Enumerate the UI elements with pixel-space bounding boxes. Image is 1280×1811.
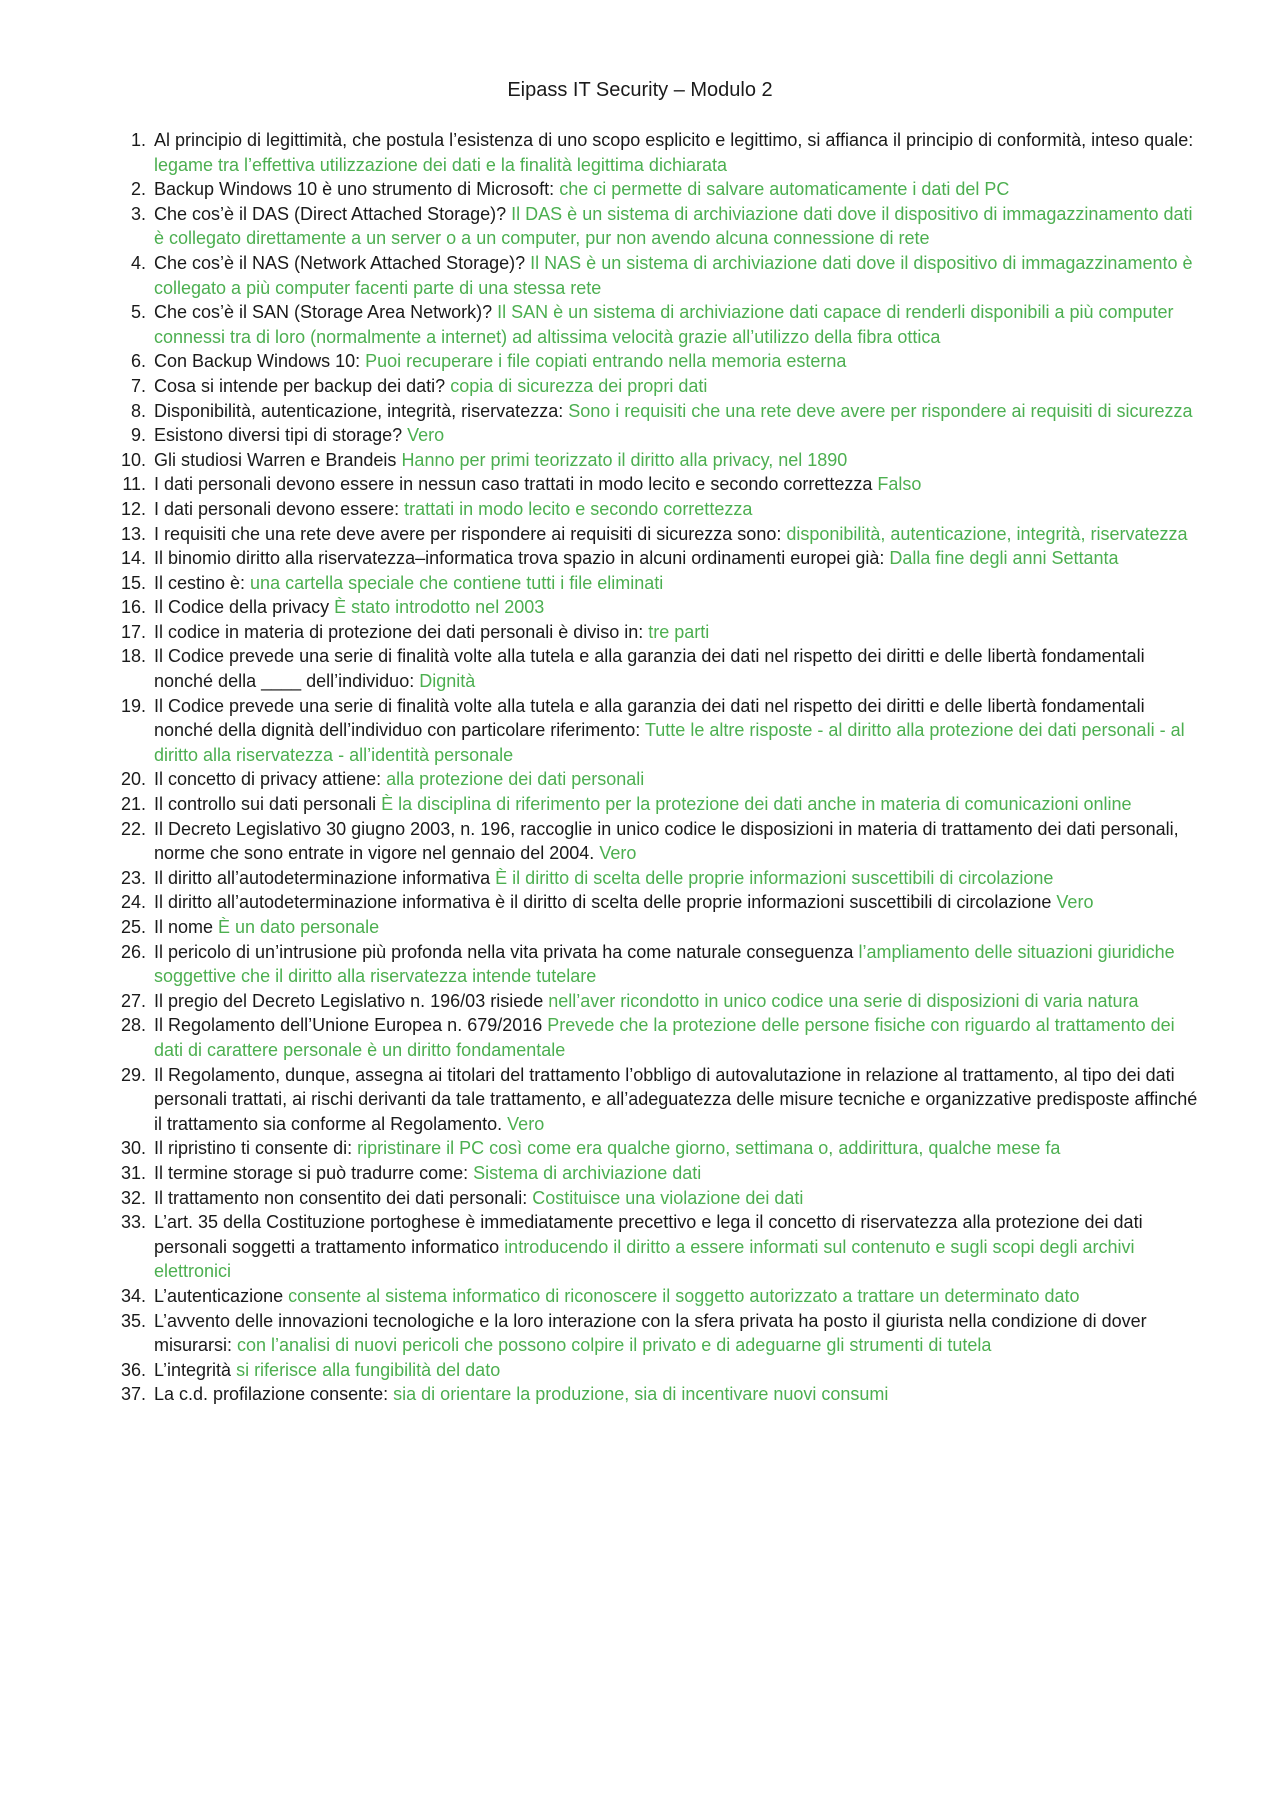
question-text: Il concetto di privacy attiene:	[154, 769, 387, 790]
item-number: 12.	[120, 498, 146, 519]
list-item	[120, 644, 1204, 693]
item-number: 3.	[130, 203, 146, 224]
item-number: 9.	[130, 425, 146, 446]
answer-text: Dalla fine degli anni Settanta	[889, 548, 1119, 569]
answer-text: È la disciplina di riferimento per la protezione dei dati anche in materia di comunicazioni online	[381, 794, 1132, 815]
answer-text: Il DAS è un sistema di archiviazione dati dove il dispositivo di immagazzinamento dati è collegato direttamente a un server o a un computer, pur non avendo alcuna connessione di rete	[154, 203, 1193, 249]
answer-text: Tutte le altre risposte - al diritto alla protezione dei dati personali - al diritto alla riservatezza - all’identità personale	[154, 720, 1185, 765]
list-item	[120, 1013, 1204, 1062]
question-text: L’avvento delle innovazioni tecnologiche e la loro interazione con la sfera privata ha posto il giurista nella condizione di dover misurarsi:	[154, 1310, 1147, 1356]
item-number: 24.	[120, 892, 146, 913]
list-item	[120, 571, 1204, 596]
answer-text: l’ampliamento delle situazioni giuridiche soggettive che il diritto alla riservatezza intende tutelare	[154, 941, 1175, 987]
answer-text: una cartella speciale che contiene tutti i file eliminati	[250, 572, 664, 593]
answer-text: Vero	[507, 1113, 545, 1134]
answer-text: con l’analisi di nuovi pericoli che possono colpire il privato e di adeguarne gli strumenti di tutela	[237, 1335, 992, 1356]
question-text: La c.d. profilazione consente:	[154, 1384, 394, 1405]
answer-text: si riferisce alla fungibilità del dato	[236, 1359, 501, 1380]
list-item	[120, 1063, 1204, 1137]
answer-text: nell’aver ricondotto in unico codice una serie di disposizioni di varia natura	[548, 990, 1139, 1011]
list-item	[130, 349, 1204, 374]
item-number: 13.	[120, 523, 146, 544]
page-title: Eipass IT Security – Modulo 2	[507, 79, 773, 101]
list-item	[130, 177, 1204, 202]
list-item	[130, 128, 1204, 177]
item-number: 18.	[120, 646, 146, 667]
item-number: 35.	[120, 1310, 146, 1331]
question-text: Il ripristino ti consente di:	[154, 1138, 358, 1159]
question-text: Il Codice prevede una serie di finalità volte alla tutela e alla garanzia dei dati nel rispetto dei diritti e delle libertà fondamentali nonché della ____ dell’individuo:	[154, 646, 1145, 692]
list-item	[120, 1186, 1204, 1211]
list-item	[120, 767, 1204, 792]
item-number: 25.	[120, 917, 146, 937]
answer-text: Falso	[877, 474, 922, 495]
answer-text: Sistema di archiviazione dati	[473, 1162, 702, 1183]
list-item	[120, 940, 1204, 989]
list-item	[120, 1358, 1204, 1383]
question-text: Il nome	[154, 917, 219, 937]
list-item	[120, 792, 1204, 817]
answer-text: legame tra l’effettiva utilizzazione dei dati e la finalità legittima dichiarata	[154, 154, 727, 175]
item-number: 2.	[130, 179, 146, 200]
answer-text: È il diritto di scelta delle proprie informazioni suscettibili di circolazione	[495, 867, 1054, 888]
item-number: 10.	[120, 449, 146, 470]
question-text: Cosa si intende per backup dei dati?	[154, 375, 451, 396]
answer-text: Vero	[599, 843, 637, 864]
item-number: 27.	[120, 990, 146, 1011]
answer-text: È un dato personale	[218, 917, 380, 937]
list-item	[130, 399, 1204, 424]
list-item	[120, 448, 1204, 473]
answer-text: trattati in modo lecito e secondo correttezza	[404, 498, 753, 519]
list-item	[120, 546, 1204, 571]
list-item	[130, 251, 1204, 300]
item-number: 22.	[120, 818, 146, 839]
list-item	[120, 866, 1204, 891]
item-number: 37.	[120, 1384, 146, 1405]
item-number: 6.	[130, 351, 146, 372]
answer-text: È stato introdotto nel 2003	[334, 597, 545, 618]
item-number: 14.	[120, 548, 146, 569]
answer-text: Vero	[1056, 892, 1094, 913]
list-item	[120, 989, 1204, 1014]
item-number: 31.	[120, 1162, 146, 1183]
question-text: Il Codice prevede una serie di finalità volte alla tutela e alla garanzia dei dati nel rispetto dei diritti e delle libertà fondamentali nonché della dignità dell’individuo con particolare riferimento:	[154, 695, 1145, 741]
answer-text: sia di orientare la produzione, sia di incentivare nuovi consumi	[393, 1384, 889, 1405]
question-text: Gli studiosi Warren e Brandeis	[154, 449, 402, 470]
item-number: 32.	[120, 1187, 146, 1208]
question-text: Il diritto all’autodeterminazione informativa	[154, 867, 496, 888]
list-item	[122, 472, 1204, 497]
item-number: 7.	[130, 375, 146, 396]
answer-text: disponibilità, autenticazione, integrità, riservatezza	[786, 523, 1188, 544]
answer-text: che ci permette di salvare automaticamente i dati del PC	[559, 179, 1010, 200]
question-text: Il Regolamento dell’Unione Europea n. 679/2016	[154, 1015, 548, 1036]
item-number: 20.	[120, 769, 146, 790]
answer-text: Il NAS è un sistema di archiviazione dati dove il dispositivo di immagazzinamento è collegato a più computer facenti parte di una stessa rete	[154, 252, 1193, 298]
question-text: Il binomio diritto alla riservatezza–informatica trova spazio in alcuni ordinamenti europei già:	[154, 548, 890, 569]
answer-text: consente al sistema informatico di riconoscere il soggetto autorizzato a trattare un determinato dato	[288, 1285, 1080, 1306]
answer-text: tre parti	[648, 621, 710, 642]
question-text: Che cos’è il DAS (Direct Attached Storage)?	[154, 203, 512, 224]
list-item	[130, 423, 1204, 448]
question-text: Backup Windows 10 è uno strumento di Microsoft:	[154, 179, 560, 200]
item-number: 17.	[120, 621, 146, 642]
list-item	[120, 620, 1204, 645]
question-text: Che cos’è il NAS (Network Attached Storage)?	[154, 252, 531, 273]
item-number: 5.	[130, 302, 146, 323]
list-item	[120, 817, 1204, 866]
list-item	[130, 374, 1204, 399]
question-text: Il Codice della privacy	[154, 597, 335, 618]
answer-text: Costituisce una violazione dei dati	[532, 1187, 804, 1208]
item-number: 34.	[120, 1285, 146, 1306]
question-text: Il pregio del Decreto Legislativo n. 196/03 risiede	[154, 990, 549, 1011]
question-text: Il diritto all’autodeterminazione informativa è il diritto di scelta delle proprie informazioni suscettibili di circolazione	[154, 892, 1057, 913]
question-text: I dati personali devono essere in nessun caso trattati in modo lecito e secondo correttezza	[154, 474, 878, 495]
list-item	[130, 202, 1204, 251]
question-text: L’art. 35 della Costituzione portoghese è immediatamente precettivo e lega il concetto di riservatezza alla protezione dei dati personali soggetti a trattamento informatico	[154, 1212, 1143, 1257]
answer-text: Il SAN è un sistema di archiviazione dati capace di renderli disponibili a più computer connessi tra di loro (normalmente a internet) ad altissima velocità grazie all’utilizzo della fibra ottica	[154, 302, 1174, 347]
list-item	[120, 1161, 1204, 1186]
list-item	[120, 890, 1204, 915]
answer-text: Dignità	[419, 671, 476, 692]
list-item	[120, 1210, 1204, 1284]
question-text: I dati personali devono essere:	[154, 498, 405, 519]
list-item	[120, 1382, 1204, 1407]
item-number: 1.	[130, 130, 146, 150]
question-text: Esistono diversi tipi di storage?	[154, 425, 408, 446]
answer-text: Prevede che la protezione delle persone fisiche con riguardo al trattamento dei dati di carattere personale è un diritto fondamentale	[154, 1015, 1175, 1060]
question-text: Il Regolamento, dunque, assegna ai titolari del trattamento l’obbligo di autovalutazione in relazione al trattamento, al tipo dei dati personali trattati, ai rischi derivanti da tale trattamento, e all’adeguatezza delle misure tecniche e organizzative predisposte affinché il trattamento sia conforme al Regolamento.	[154, 1064, 1198, 1134]
list-item	[120, 1284, 1204, 1309]
item-number: 21.	[120, 794, 146, 815]
question-text: Il pericolo di un’intrusione più profonda nella vita privata ha come naturale conseguenza	[154, 941, 859, 962]
item-number: 30.	[120, 1138, 146, 1159]
question-text: I requisiti che una rete deve avere per rispondere ai requisiti di sicurezza sono:	[154, 523, 787, 544]
question-list	[120, 128, 1204, 1407]
item-number: 4.	[130, 252, 146, 273]
item-number: 11.	[122, 474, 146, 495]
question-text: Disponibilità, autenticazione, integrità, riservatezza:	[154, 400, 569, 421]
list-item	[130, 300, 1204, 349]
answer-text: Puoi recuperare i file copiati entrando nella memoria esterna	[365, 351, 847, 372]
item-number: 16.	[120, 597, 146, 618]
answer-text: ripristinare il PC così come era qualche giorno, settimana o, addirittura, qualche mese fa	[357, 1138, 1061, 1159]
list-item	[120, 497, 1204, 522]
list-item	[120, 595, 1204, 620]
answer-text: alla protezione dei dati personali	[386, 769, 645, 790]
list-item	[120, 915, 1204, 940]
list-item	[120, 522, 1204, 547]
list-item	[120, 694, 1204, 768]
answer-text: introducendo il diritto a essere informati sul contenuto e sugli scopi degli archivi elettronici	[154, 1236, 1135, 1282]
question-text: Il termine storage si può tradurre come:	[154, 1162, 474, 1183]
question-text: Con Backup Windows 10:	[154, 351, 366, 372]
item-number: 15.	[120, 572, 146, 593]
item-number: 29.	[120, 1064, 146, 1085]
question-text: Il trattamento non consentito dei dati personali:	[154, 1187, 533, 1208]
item-number: 19.	[120, 695, 146, 716]
list-item	[120, 1309, 1204, 1358]
question-text: Che cos’è il SAN (Storage Area Network)?	[154, 302, 498, 323]
question-text: Al principio di legittimità, che postula l’esistenza di uno scopo esplicito e legittimo, si affianca il principio di conformità, inteso quale:	[154, 130, 1194, 150]
item-number: 23.	[120, 867, 146, 888]
item-number: 26.	[120, 941, 146, 962]
list-item	[120, 1136, 1204, 1161]
item-number: 33.	[120, 1212, 146, 1233]
question-text: L’autenticazione	[154, 1285, 289, 1306]
item-number: 36.	[120, 1359, 146, 1380]
question-text: Il Decreto Legislativo 30 giugno 2003, n. 196, raccoglie in unico codice le disposizioni in materia di trattamento dei dati personali, norme che sono entrate in vigore nel gennaio del 2004.	[154, 818, 1179, 864]
item-number: 28.	[120, 1015, 146, 1036]
answer-text: Vero	[407, 425, 445, 446]
answer-text: copia di sicurezza dei propri dati	[450, 375, 708, 396]
question-text: Il cestino è:	[154, 572, 251, 593]
answer-text: Hanno per primi teorizzato il diritto alla privacy, nel 1890	[401, 449, 848, 470]
question-text: Il controllo sui dati personali	[154, 794, 382, 815]
answer-text: Sono i requisiti che una rete deve avere per rispondere ai requisiti di sicurezza	[568, 400, 1193, 421]
question-text: Il codice in materia di protezione dei dati personali è diviso in:	[154, 621, 649, 642]
item-number: 8.	[130, 400, 146, 421]
question-text: L’integrità	[154, 1359, 237, 1380]
